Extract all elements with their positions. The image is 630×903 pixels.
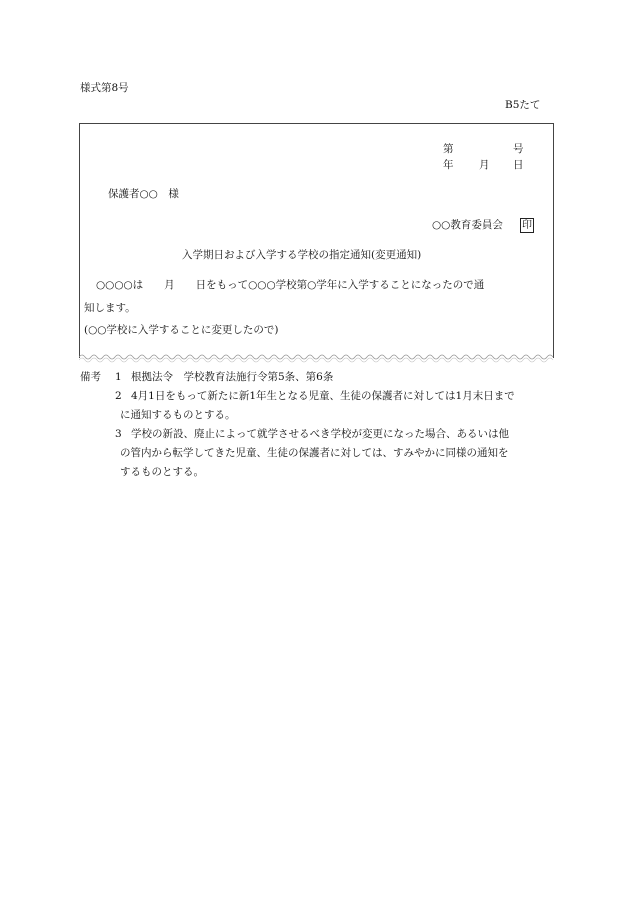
recipient-name: 保護者○○ 様	[108, 188, 179, 200]
notice-body-line: 知します。	[84, 302, 136, 314]
notes-label: 備考	[80, 371, 101, 383]
note-text: するものとする。	[120, 466, 204, 478]
note-text: 4月1日をもって新たに新1年生となる児童、生徒の保護者に対しては1月末日まで	[131, 390, 515, 402]
note-text: 学校の新設、廃止によって就学させるべき学校が変更になった場合、あるいは他	[131, 428, 509, 440]
note-text: 根拠法令 学校教育法施行令第5条、第6条	[131, 371, 334, 383]
form-number: 様式第8号	[80, 82, 129, 94]
date-month-label: 月	[479, 159, 490, 171]
notice-title: 入学期日および入学する学校の指定通知(変更通知)	[182, 249, 422, 261]
note-number: 2	[115, 390, 122, 402]
note-number: 3	[115, 428, 122, 440]
date-year-label: 年	[443, 159, 454, 171]
document-number-suffix: 号	[513, 143, 524, 155]
date-day-label: 日	[513, 159, 524, 171]
notice-body-line: ○○○○は 月 日をもって○○○学校第○学年に入学することになったので通	[96, 279, 485, 291]
wavy-bottom-border	[79, 352, 554, 364]
notice-body-alternate: (○○学校に入学することに変更したので)	[84, 324, 279, 336]
sender-name: ○○教育委員会	[432, 219, 503, 231]
note-text: に通知するものとする。	[120, 409, 236, 421]
paper-size-label: B5たて	[505, 99, 541, 111]
note-number: 1	[115, 371, 122, 383]
seal-stamp: 印	[522, 220, 532, 231]
note-text: の管内から転学してきた児童、生徒の保護者に対しては、すみやかに同様の通知を	[120, 447, 509, 459]
document-number-prefix: 第	[443, 143, 454, 155]
